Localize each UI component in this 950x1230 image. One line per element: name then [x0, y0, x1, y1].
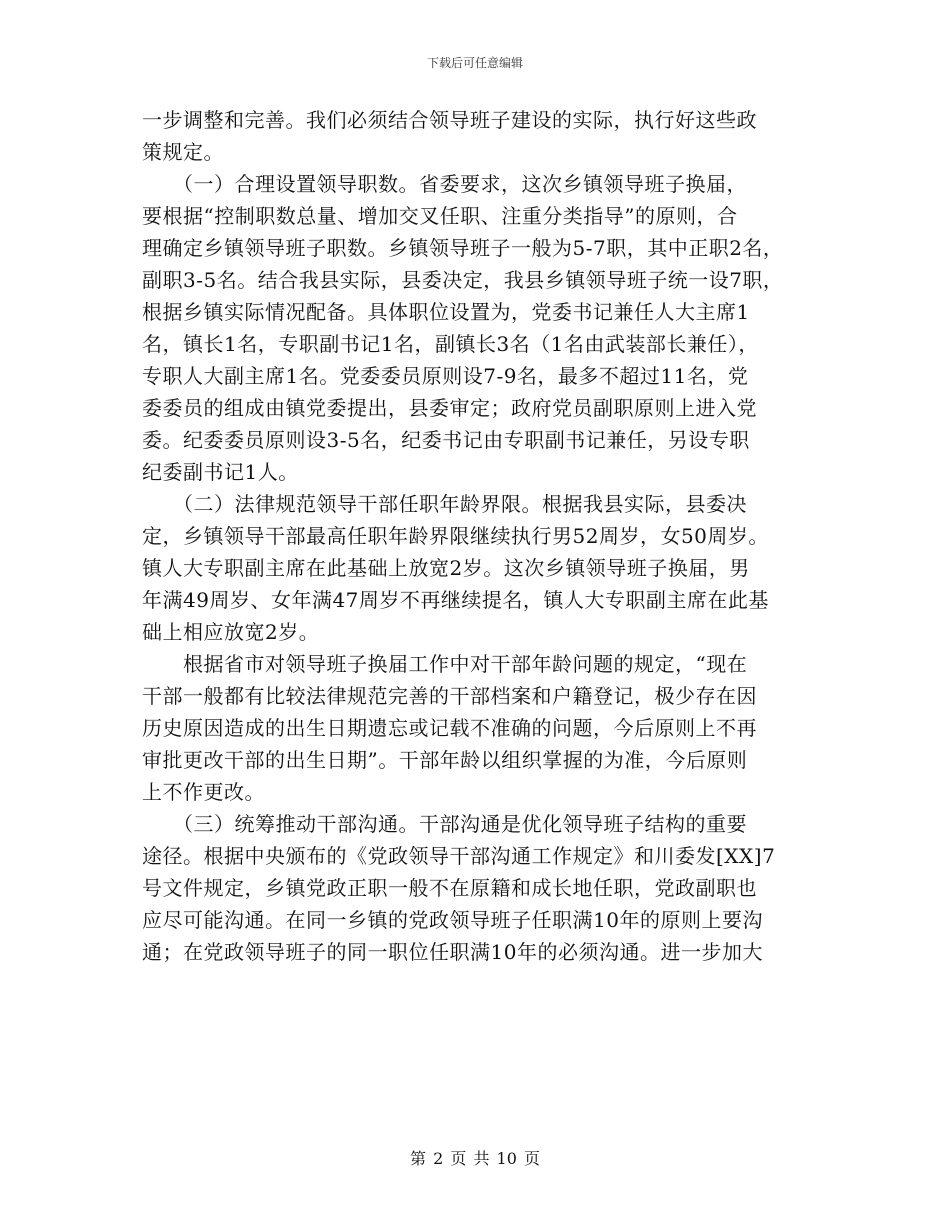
text-line: 根据省市对领导班子换届工作中对干部年龄问题的规定，“现在	[142, 652, 748, 676]
text-line: 理确定乡镇领导班子职数。乡镇领导班子一般为5-7职，其中正职2名，	[142, 236, 784, 260]
text-line: 副职3-5名。结合我县实际，县委决定，我县乡镇领导班子统一设7职，	[142, 268, 784, 292]
text-line: 审批更改干部的出生日期”。干部年龄以组织掌握的为准，今后原则	[142, 748, 748, 772]
text-line: 委委员的组成由镇党委提出，县委审定；政府党员副职原则上进入党	[142, 396, 757, 420]
page-number-footer: 第 2 页 共 10 页	[410, 1149, 540, 1168]
text-line: 应尽可能沟通。在同一乡镇的党政领导班子任职满10年的原则上要沟	[142, 908, 763, 932]
text-line: 定，乡镇领导干部最高任职年龄界限继续执行男52周岁，女50周岁。	[142, 524, 769, 548]
text-line: 途径。根据中央颁布的《党政领导干部沟通工作规定》和川委发[XX]7	[142, 844, 776, 868]
page-header: 下载后可任意编辑	[426, 56, 523, 70]
text-line: （二）法律规范领导干部任职年龄界限。根据我县实际，县委决	[142, 492, 747, 516]
text-line: 干部一般都有比较法律规范完善的干部档案和户籍登记，极少存在因	[142, 684, 757, 708]
text-line: 专职人大副主席1名。党委委员原则设7-9名，最多不超过11名，党	[142, 364, 749, 388]
text-line: （一）合理设置领导职数。省委要求，这次乡镇领导班子换届，	[142, 172, 747, 196]
text-line: 根据乡镇实际情况配备。具体职位设置为，党委书记兼任人大主席1	[142, 300, 750, 324]
text-line: 通；在党政领导班子的同一职位任职满10年的必须沟通。进一步加大	[142, 940, 763, 964]
text-line: 号文件规定，乡镇党政正职一般不在原籍和成长地任职，党政副职也	[142, 876, 757, 900]
text-line: 一步调整和完善。我们必须结合领导班子建设的实际，执行好这些政	[142, 108, 757, 132]
text-line: 础上相应放宽2岁。	[142, 620, 320, 644]
document-body	[142, 104, 822, 968]
text-line: 要根据“控制职数总量、增加交叉任职、注重分类指导”的原则，合	[142, 204, 738, 228]
text-line: 纪委副书记1人。	[142, 460, 299, 484]
text-line: 年满49周岁、女年满47周岁不再继续提名，镇人大专职副主席在此基	[142, 588, 769, 612]
text-line: 历史原因造成的出生日期遗忘或记载不准确的问题，今后原则上不再	[142, 716, 757, 740]
text-line: 委。纪委委员原则设3-5名，纪委书记由专职副书记兼任，另设专职	[142, 428, 750, 452]
text-line: 镇人大专职副主席在此基础上放宽2岁。这次乡镇领导班子换届，男	[142, 556, 750, 580]
text-line: 名，镇长1名，专职副书记1名，副镇长3名（1名由武装部长兼任），	[142, 332, 759, 356]
text-line: 上不作更改。	[142, 780, 265, 804]
text-line: 策规定。	[142, 140, 224, 164]
text-line: （三）统筹推动干部沟通。干部沟通是优化领导班子结构的重要	[142, 812, 747, 836]
